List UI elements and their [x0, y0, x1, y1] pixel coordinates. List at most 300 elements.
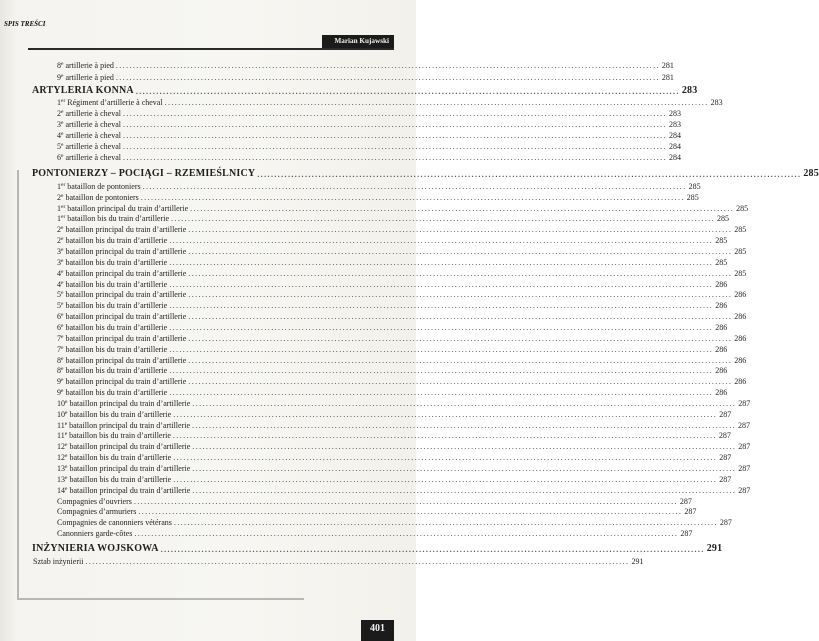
ordinal-number: 5	[57, 290, 61, 300]
toc-entry	[57, 496, 692, 506]
running-header-right-box	[322, 35, 394, 49]
entry-text: bataillon bis du train d’artillerie	[69, 453, 172, 463]
toc-page-number: 287	[719, 474, 732, 484]
ordinal-suffix: e	[61, 225, 64, 232]
dot-leader: ................................................................................................................................................................	[188, 268, 733, 278]
ordinal-suffix: e	[61, 366, 64, 373]
ordinal-suffix: e	[61, 130, 64, 137]
toc-page-number: 286	[734, 333, 747, 343]
dot-leader: ................................................................................................................................................................	[135, 87, 680, 96]
dot-leader: ................................................................................................................................................................	[190, 203, 735, 213]
toc-entry	[57, 268, 747, 278]
entry-text: bataillon principal du train d’artillerie	[65, 333, 187, 343]
toc-entry	[57, 203, 749, 213]
toc-entry-title	[57, 529, 132, 538]
toc-entry	[57, 181, 701, 191]
toc-page-number: 285	[717, 214, 730, 224]
toc-entry-title	[57, 399, 190, 408]
toc-entry-title	[57, 247, 186, 256]
toc-entry	[57, 420, 750, 430]
ordinal-number: 2	[57, 225, 61, 235]
dot-leader: ................................................................................................................................................................	[188, 225, 733, 235]
entry-text: artillerie à cheval	[65, 130, 121, 140]
ordinal-number: 7	[57, 344, 61, 354]
toc-entry-title	[57, 182, 141, 191]
entry-text: Compagnies d’ouvriers	[57, 496, 132, 506]
entry-text: bataillon principal du train d’artillerie	[65, 312, 187, 322]
entry-text: bataillon bis du train d’artillerie	[69, 431, 171, 441]
entry-text: bataillon principal du train d’artillerie	[69, 464, 191, 473]
ordinal-number: 1	[57, 214, 61, 224]
ordinal-number: 11	[57, 420, 65, 430]
ordinal-number: 3	[57, 119, 61, 129]
ordinal-number: 2	[57, 108, 61, 118]
entry-text: PONTONIERZY – POCIĄGI – RZEMIEŚLNICY	[32, 167, 256, 179]
toc-page-number: 285	[803, 167, 819, 179]
dot-leader: ................................................................................................................................................................	[173, 518, 718, 528]
dot-leader: ................................................................................................................................................................	[188, 312, 733, 322]
ordinal-suffix: e	[61, 192, 64, 199]
entry-text: Sztab inżynierii	[33, 556, 84, 566]
ordinal-number: 4	[57, 279, 61, 289]
toc-page-number: 287	[684, 507, 697, 517]
dot-leader: ................................................................................................................................................................	[134, 529, 679, 539]
toc-entry-title	[57, 131, 121, 140]
toc-entry-title	[57, 61, 114, 70]
toc-entry	[57, 312, 747, 322]
toc-entry-title	[57, 269, 186, 278]
toc-entry-title	[57, 214, 169, 223]
entry-text: artillerie à cheval	[65, 141, 121, 151]
toc-entry	[57, 485, 751, 495]
ordinal-number: 5	[57, 301, 61, 311]
toc-entry	[57, 225, 747, 235]
toc-entry	[57, 279, 728, 289]
ordinal-number: 6	[57, 312, 61, 322]
ordinal-suffix: e	[61, 141, 64, 148]
dot-leader: ................................................................................................................................................................	[169, 344, 714, 354]
toc-page-number: 281	[661, 73, 674, 82]
ordinal-suffix: e	[61, 377, 64, 384]
toc-page-number: 285	[734, 247, 747, 256]
ordinal-number: 3	[57, 247, 61, 256]
entry-text: bataillon bis du train d’artillerie	[65, 344, 168, 354]
ordinal-number: 12	[57, 442, 65, 452]
entry-text: Canonniers garde-côtes	[57, 529, 133, 539]
ordinal-suffix: er	[61, 214, 66, 221]
toc-entry-title	[32, 543, 159, 554]
ordinal-number: 1	[57, 181, 61, 191]
entry-text: bataillon bis du train d’artillerie	[65, 322, 168, 332]
toc-entry-title	[57, 345, 167, 354]
toc-page-number: 284	[668, 141, 681, 151]
toc-entry-title	[57, 258, 167, 267]
toc-entry-title	[57, 142, 121, 151]
entry-text: bataillon bis du train d’artillerie	[67, 214, 170, 224]
toc-page-number: 283	[681, 85, 698, 96]
toc-section-heading	[32, 167, 819, 179]
toc-entry-title	[57, 73, 114, 82]
ordinal-number: 8	[57, 366, 61, 376]
ordinal-number: 4	[57, 268, 61, 278]
entry-text: bataillon bis du train d’artillerie	[65, 366, 168, 376]
margin-bracket-vertical	[17, 170, 19, 600]
ordinal-suffix: e	[61, 333, 64, 340]
toc-page-number: 286	[734, 312, 747, 322]
ordinal-suffix: er	[61, 203, 66, 210]
ordinal-number: 12	[57, 453, 65, 463]
toc-section-heading	[32, 542, 723, 554]
entry-text: bataillon principal du train d’artillerie	[69, 420, 190, 430]
toc-entry-title	[57, 312, 186, 321]
toc-entry	[33, 556, 644, 566]
toc-entry	[57, 377, 747, 387]
toc-page-number: 285	[734, 225, 747, 235]
toc-entry	[57, 141, 681, 151]
toc-entry-title	[57, 153, 121, 162]
ordinal-number: 3	[57, 257, 61, 267]
running-header-left: SPIS TREŚCI	[4, 20, 46, 28]
entry-text: artillerie à cheval	[65, 152, 121, 162]
ordinal-suffix: e	[61, 279, 64, 286]
toc-entry-title	[57, 486, 190, 495]
ordinal-suffix: er	[61, 181, 66, 188]
ordinal-number: 9	[57, 388, 61, 398]
toc-entry-title	[57, 236, 167, 245]
ordinal-number: 14	[57, 485, 65, 495]
ordinal-suffix: e	[61, 257, 64, 264]
toc-entry-title	[57, 388, 167, 397]
toc-entry	[57, 130, 681, 140]
toc-entry	[57, 442, 751, 452]
entry-text: bataillon bis du train d’artillerie	[65, 257, 168, 267]
toc-entry-title	[57, 204, 188, 213]
ordinal-number: 6	[57, 152, 61, 162]
entry-text: bataillon principal du train d’artillerie	[65, 377, 187, 387]
toc-page-number: 284	[668, 130, 681, 140]
toc-entry-title	[57, 323, 167, 332]
dot-leader: ................................................................................................................................................................	[172, 431, 717, 441]
toc-entry-title	[57, 421, 190, 430]
toc-entry-title	[57, 507, 136, 516]
toc-entry-title	[57, 453, 171, 462]
toc-page-number: 287	[738, 464, 751, 473]
toc-entry	[57, 507, 697, 517]
entry-text: bataillon bis du train d’artillerie	[69, 409, 172, 419]
ordinal-suffix: e	[61, 322, 64, 329]
dot-leader: ................................................................................................................................................................	[122, 152, 667, 162]
ordinal-suffix: er	[61, 98, 66, 104]
entry-text: bataillon bis du train d’artillerie	[69, 474, 172, 484]
toc-entry-title	[57, 120, 121, 129]
toc-page-number: 287	[738, 398, 751, 408]
entry-text: bataillon principal du train d’artillerie	[65, 225, 187, 235]
toc-entry	[57, 98, 723, 107]
ordinal-number: 2	[57, 236, 61, 246]
ordinal-suffix: e	[61, 268, 64, 275]
dot-leader: ................................................................................................................................................................	[188, 355, 733, 365]
ordinal-suffix: e	[65, 398, 68, 405]
toc-page-number: 287	[738, 420, 750, 430]
ordinal-suffix: e	[64, 431, 68, 438]
toc-entry-title	[57, 366, 167, 375]
toc-entry	[57, 529, 693, 539]
toc-entry-title	[57, 518, 172, 527]
ordinal-number: 8	[57, 355, 61, 365]
toc-page-number: 287	[719, 453, 732, 463]
toc-entry	[57, 119, 681, 129]
toc-page-number: 286	[715, 388, 728, 398]
toc-page-number: 287	[738, 442, 751, 452]
ordinal-number: 13	[57, 474, 65, 484]
toc-entry-title	[57, 475, 171, 484]
toc-entry-title	[57, 410, 171, 419]
dot-leader: ................................................................................................................................................................	[192, 420, 736, 430]
toc-entry	[57, 409, 732, 419]
dot-leader: ................................................................................................................................................................	[188, 377, 733, 387]
dot-leader: ................................................................................................................................................................	[142, 181, 687, 191]
dot-leader: ................................................................................................................................................................	[171, 214, 716, 224]
toc-entry	[57, 73, 674, 82]
toc-page-number: 287	[719, 409, 732, 419]
toc-entry-title	[57, 442, 190, 451]
ordinal-suffix: e	[65, 442, 68, 449]
toc-entry	[57, 152, 681, 162]
toc-entry	[57, 192, 699, 202]
toc-page-number: 286	[734, 290, 747, 300]
dot-leader: ................................................................................................................................................................	[192, 442, 737, 452]
toc-page-number: 287	[719, 518, 732, 528]
ordinal-number: 4	[57, 130, 61, 140]
toc-entry	[57, 108, 681, 118]
dot-leader: ................................................................................................................................................................	[173, 474, 718, 484]
toc-page-number: 285	[686, 192, 699, 202]
toc-entry-title	[57, 301, 167, 310]
toc-entry	[57, 236, 728, 246]
entry-text: bataillon principal du train d’artillerie	[69, 485, 191, 495]
dot-leader: ................................................................................................................................................................	[169, 257, 714, 267]
dot-leader: ................................................................................................................................................................	[164, 98, 709, 107]
toc-entry	[57, 431, 731, 441]
ordinal-number: 6	[57, 322, 61, 332]
dot-leader: ................................................................................................................................................................	[173, 453, 718, 463]
dot-leader: ................................................................................................................................................................	[133, 496, 678, 506]
ordinal-suffix: e	[61, 290, 64, 297]
ordinal-suffix: e	[65, 453, 68, 460]
ordinal-suffix: e	[65, 485, 68, 492]
toc-page-number: 283	[710, 98, 723, 107]
toc-entry-title	[57, 98, 163, 107]
toc-entry	[57, 453, 732, 463]
toc-entry	[57, 398, 751, 408]
ordinal-suffix: e	[65, 464, 68, 470]
toc-page-number: 287	[718, 431, 731, 441]
dot-leader: ................................................................................................................................................................	[115, 61, 660, 70]
toc-page-number: 284	[668, 152, 681, 162]
ordinal-suffix: e	[61, 108, 64, 115]
entry-text: Compagnies de canonniers vétérans	[57, 518, 172, 528]
toc-entry	[57, 322, 728, 332]
dot-leader: ................................................................................................................................................................	[138, 507, 683, 517]
entry-text: bataillon principal du train d’artillerie	[69, 398, 191, 408]
ordinal-suffix: e	[61, 388, 64, 395]
entry-text: bataillon bis du train d’artillerie	[65, 236, 168, 246]
entry-text: bataillon principal du train d’artillerie	[69, 442, 191, 452]
toc-entry	[57, 474, 732, 484]
toc-entry	[57, 464, 751, 473]
ordinal-suffix: e	[61, 236, 64, 243]
toc-entry-title	[57, 193, 139, 202]
dot-leader: ................................................................................................................................................................	[169, 236, 714, 246]
entry-text: bataillon de pontoniers	[67, 181, 141, 191]
toc-page-number: 286	[715, 344, 728, 354]
toc-page-number: 286	[715, 279, 728, 289]
toc-entry-title	[57, 431, 171, 440]
toc-entry	[57, 61, 674, 70]
ordinal-suffix: e	[65, 409, 68, 416]
dot-leader: ................................................................................................................................................................	[169, 366, 714, 376]
ordinal-suffix: e	[61, 355, 64, 362]
toc-page-number: 287	[738, 485, 751, 495]
toc-entry	[57, 333, 747, 343]
entry-text: bataillon de pontoniers	[65, 192, 139, 202]
ordinal-suffix: e	[61, 344, 64, 351]
dot-leader: ................................................................................................................................................................	[173, 409, 718, 419]
dot-leader: ................................................................................................................................................................	[122, 119, 667, 129]
dot-leader: ................................................................................................................................................................	[257, 169, 802, 179]
toc-entry-title	[57, 290, 186, 299]
entry-text: artillerie à cheval	[65, 119, 121, 129]
ordinal-number: 9	[57, 73, 61, 82]
toc-page-number: 285	[688, 181, 701, 191]
ordinal-number: 1	[57, 98, 61, 107]
ordinal-number: 2	[57, 192, 61, 202]
toc-page-number: 285	[734, 268, 747, 278]
toc-page-number: 283	[668, 119, 681, 129]
ordinal-suffix: e	[65, 474, 68, 481]
ordinal-number: 5	[57, 141, 61, 151]
dot-leader: ................................................................................................................................................................	[122, 141, 667, 151]
dot-leader: ................................................................................................................................................................	[160, 544, 705, 554]
toc-page-number: 286	[734, 377, 747, 387]
toc-entry	[57, 366, 728, 376]
dot-leader: ................................................................................................................................................................	[85, 556, 630, 566]
entry-text: artillerie à pied	[65, 61, 114, 70]
dot-leader: ................................................................................................................................................................	[188, 247, 733, 256]
dot-leader: ................................................................................................................................................................	[169, 322, 714, 332]
ordinal-number: 10	[57, 409, 65, 419]
toc-entry-title	[32, 168, 255, 179]
toc-entry-title	[57, 464, 190, 473]
running-header-author: Marian Kujawski	[334, 37, 389, 45]
entry-text: Régiment d’artillerie à cheval	[67, 98, 163, 107]
toc-entry	[57, 344, 728, 354]
toc-page-number: 286	[734, 355, 747, 365]
ordinal-suffix: e	[61, 119, 64, 126]
dot-leader: ................................................................................................................................................................	[192, 464, 737, 473]
ordinal-number: 13	[57, 464, 65, 473]
header-rule	[28, 48, 394, 50]
toc-entry	[57, 355, 747, 365]
dot-leader: ................................................................................................................................................................	[188, 333, 733, 343]
toc-entry	[57, 214, 730, 224]
toc-entry-title	[57, 280, 167, 289]
toc-page-number: 281	[661, 61, 674, 70]
ordinal-number: 1	[57, 203, 61, 213]
entry-text: artillerie à cheval	[65, 108, 121, 118]
toc-entry	[57, 388, 728, 398]
entry-text: bataillon bis du train d’artillerie	[65, 279, 168, 289]
ordinal-number: 8	[57, 61, 61, 70]
toc-page-number: 285	[715, 236, 728, 246]
page-number-box	[361, 620, 394, 641]
toc-page-number: 287	[680, 529, 693, 539]
dot-leader: ................................................................................................................................................................	[169, 388, 714, 398]
toc-page-number: 287	[679, 496, 692, 506]
entry-text: bataillon principal du train d’artillerie	[65, 268, 187, 278]
ordinal-suffix: e	[61, 152, 64, 159]
ordinal-suffix: e	[61, 312, 64, 319]
toc-entry-title	[57, 334, 186, 343]
page-number: 401	[370, 623, 385, 634]
margin-bracket-horizontal	[17, 598, 304, 600]
toc-page-number: 291	[631, 556, 644, 566]
dot-leader: ................................................................................................................................................................	[122, 130, 667, 140]
toc-page-number: 285	[736, 203, 749, 213]
ordinal-number: 11	[57, 431, 65, 441]
toc-entry	[57, 301, 728, 311]
toc-page-number: 285	[715, 257, 728, 267]
toc-page-number: 283	[668, 108, 681, 118]
toc-entry-title	[33, 557, 83, 566]
entry-text: bataillon principal du train d’artillerie	[65, 290, 187, 300]
dot-leader: ................................................................................................................................................................	[188, 290, 733, 300]
ordinal-suffix: e	[61, 73, 64, 79]
dot-leader: ................................................................................................................................................................	[115, 73, 660, 82]
ordinal-number: 9	[57, 377, 61, 387]
entry-text: Compagnies d’armuriers	[57, 507, 137, 517]
toc-entry-title	[57, 497, 132, 506]
entry-text: bataillon principal du train d’artillerie	[67, 203, 189, 213]
entry-text: bataillon principal du train d’artillerie	[65, 355, 187, 365]
ordinal-number: 10	[57, 398, 65, 408]
dot-leader: ................................................................................................................................................................	[192, 398, 737, 408]
dot-leader: ................................................................................................................................................................	[122, 108, 667, 118]
dot-leader: ................................................................................................................................................................	[169, 301, 714, 311]
ordinal-suffix: e	[61, 301, 64, 308]
toc-entry-title	[57, 225, 186, 234]
dot-leader: ................................................................................................................................................................	[169, 279, 714, 289]
toc-entry	[57, 247, 747, 256]
entry-text: bataillon bis du train d’artillerie	[65, 388, 168, 398]
toc-page-number: 291	[706, 542, 723, 554]
entry-text: ARTYLERIA KONNA	[32, 85, 134, 96]
ordinal-number: 7	[57, 333, 61, 343]
entry-text: artillerie à pied	[65, 73, 114, 82]
toc-entry	[57, 257, 728, 267]
toc-page-number: 286	[715, 366, 728, 376]
toc-page-number: 286	[715, 301, 728, 311]
ordinal-suffix: e	[61, 247, 64, 253]
toc-entry-title	[57, 377, 186, 386]
dot-leader: ................................................................................................................................................................	[192, 485, 737, 495]
toc-entry-title	[57, 109, 121, 118]
toc-entry-title	[32, 85, 134, 96]
dot-leader: ................................................................................................................................................................	[140, 192, 685, 202]
ordinal-suffix: e	[64, 420, 68, 427]
entry-text: bataillon principal du train d’artillerie	[65, 247, 187, 256]
entry-text: INŻYNIERIA WOJSKOWA	[32, 542, 159, 554]
